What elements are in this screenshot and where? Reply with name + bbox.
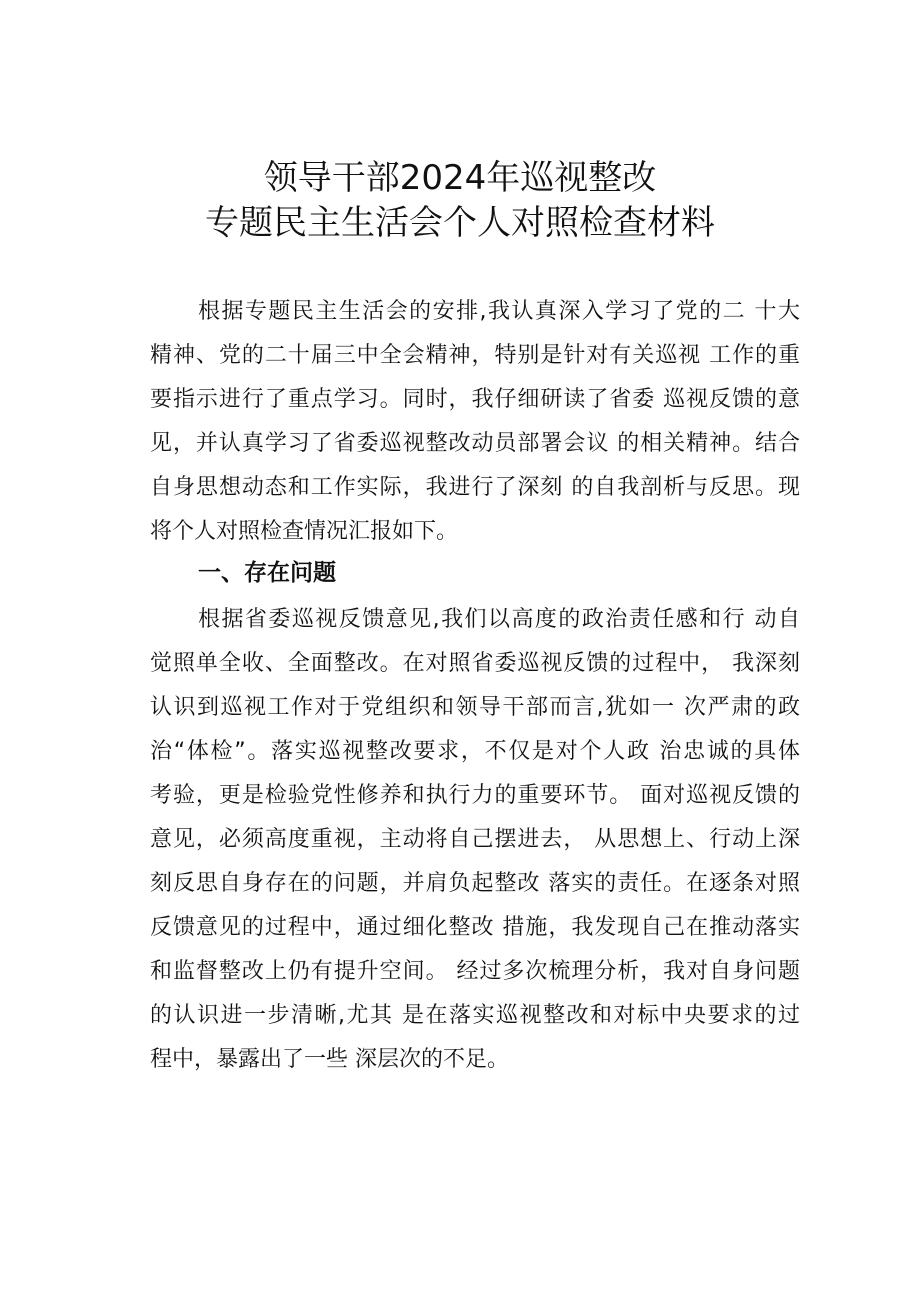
intro-paragraph-line: 见，并认真学习了省委巡视整改动员部署会议 的相关精神。结合: [150, 431, 800, 456]
section-paragraph-line: 刻反思自身存在的问题，并肩负起整改 落实的责任。在逐条对照: [150, 871, 800, 896]
section-paragraph-line: 程中，暴露出了一些 深层次的不足。: [150, 1047, 509, 1072]
section-paragraph-line: 反馈意见的过程中，通过细化整改 措施，我发现自己在推动落实: [150, 915, 800, 940]
section-paragraph-line: 治“体检”。落实巡视整改要求，不仅是对个人政 治忠诚的具体: [150, 739, 800, 764]
intro-paragraph-line: 将个人对照检查情况汇报如下。: [150, 519, 459, 544]
document-title-line-1: 领导干部2024年巡视整改: [263, 158, 657, 198]
intro-paragraph-line: 根据专题民主生活会的安排,我认真深入学习了党的二 十大: [198, 299, 800, 324]
section-paragraph-line: 认识到巡视工作对于党组织和领导干部而言,犹如一 次严肃的政: [150, 695, 800, 720]
section-paragraph-line: 意见，必须高度重视，主动将自己摆进去， 从思想上、行动上深: [150, 827, 800, 852]
intro-paragraph-line: 精神、党的二十届三中全会精神，特别是针对有关巡视 工作的重: [150, 343, 800, 368]
section-paragraph-line: 考验，更是检验党性修养和执行力的重要环节。 面对巡视反馈的: [150, 783, 800, 808]
section-paragraph-line: 和监督整改上仍有提升空间。 经过多次梳理分析，我对自身问题: [150, 959, 800, 984]
intro-paragraph-line: 要指示进行了重点学习。同时，我仔细研读了省委 巡视反馈的意: [150, 387, 800, 412]
section-heading: 一、存在问题: [198, 560, 336, 586]
section-paragraph-line: 觉照单全收、全面整改。在对照省委巡视反馈的过程中， 我深刻: [150, 651, 800, 676]
section-paragraph-line: 根据省委巡视反馈意见,我们以高度的政治责任感和行 动自: [198, 607, 800, 632]
document-title-line-2: 专题民主生活会个人对照检查材料: [205, 203, 715, 243]
intro-paragraph-line: 自身思想动态和工作实际，我进行了深刻 的自我剖析与反思。现: [150, 475, 800, 500]
section-paragraph-line: 的认识进一步清晰,尤其 是在落实巡视整改和对标中央要求的过: [150, 1003, 800, 1028]
